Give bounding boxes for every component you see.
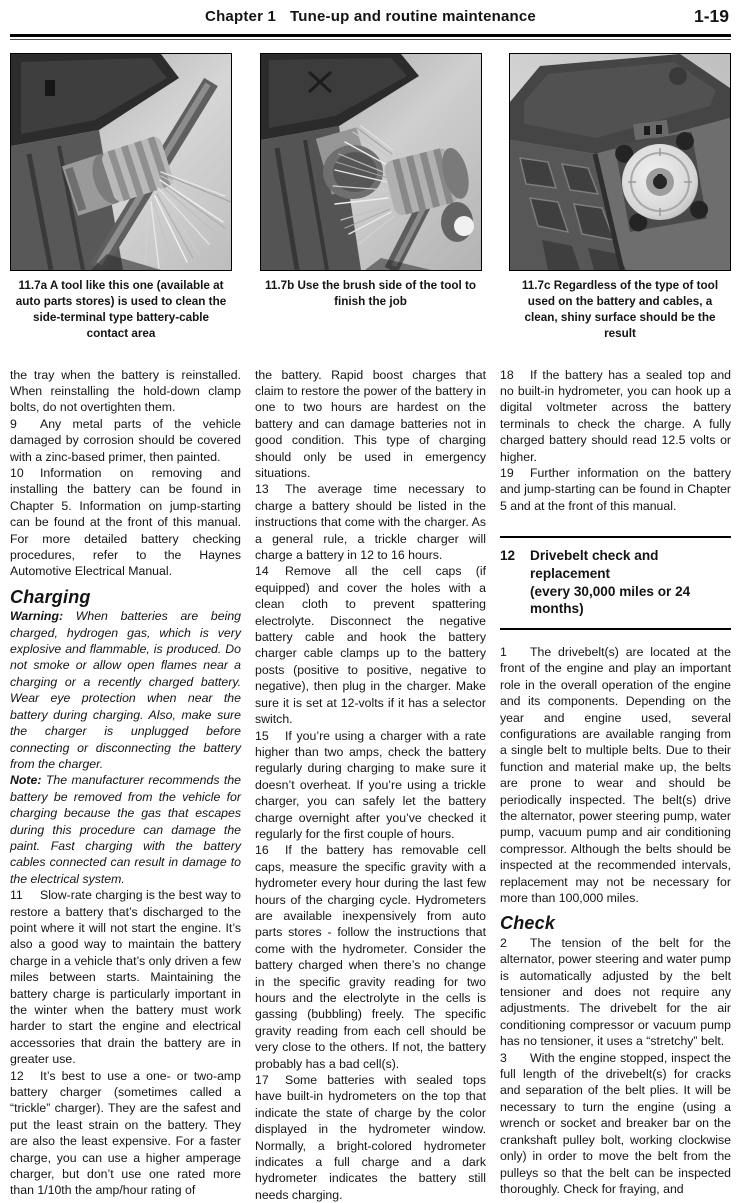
- figure-row: [10, 53, 731, 343]
- paragraph-continuation: the battery. Rapid boost charges that claim to restore the power of the battery in one to two hours are hardest on the battery and can damage batteries not in good condition. This type of charging should only be used in emergency situations.: [255, 367, 486, 480]
- paragraph-step-19: 19 Further information on the battery and jump-starting can be found in Chapter 5 and at the front of this manual.: [500, 466, 731, 513]
- step-number: 9: [10, 416, 17, 431]
- paragraph-warning: Warning: When batteries are being charged, hydrogen gas, which is very explosive and flammable, is produced. Do not smoke or allow open flames near a charging or a recently charged battery. Wear eye protection when near the battery during charging. Also, make sure the charger is unplugged before connecting or disconnecting the battery from the charger.: [10, 609, 241, 771]
- paragraph-step-18: 18 If the battery has a sealed top and no built-in hydrometer, you can hook up a digital voltmeter across the battery terminals to check the charge. A fully charged battery should read 12.5 volts or higher.: [500, 367, 731, 464]
- paragraph-continuation: the tray when the battery is reinstalled. When reinstalling the hold-down clamp bolts, do not overtighten them.: [10, 367, 241, 415]
- step-number: 18: [500, 367, 514, 382]
- figure-11-7a: [10, 53, 232, 343]
- step-number: 11: [10, 888, 23, 903]
- chapter-title: Tune-up and routine maintenance: [290, 8, 536, 25]
- body-columns: [10, 367, 731, 1203]
- paragraph-step-1: 1 The drivebelt(s) are located at the front of the engine and play an important role in the overall operation of the engine and its components. Depending on the year and engine used, several configurations are available ranging from a single belt to multiple belts. Due to their function and material make up, the belts are prone to wear and should be periodically inspected. The belt(s) drive the alternator, power steering pump, water pump, vacuum pump and air conditioning compressor. Although the belts should be inspected at the recommended intervals, replacement may not be necessary for more than 100,000 miles.: [500, 644, 731, 905]
- page-header: [10, 8, 731, 30]
- paragraph-note: Note: The manufacturer recommends the battery be removed from the vehicle for charging because the gas that escapes during this procedure can damage the paint. Fast charging with the battery cables connected can result in damage to the electrical system.: [10, 773, 242, 886]
- chapter-heading: [10, 8, 731, 25]
- step-number: 10: [10, 466, 24, 480]
- text-column-3: [500, 367, 731, 1203]
- step-number: 12: [10, 1068, 24, 1083]
- section-number: 12: [500, 548, 516, 564]
- paragraph-step-12: 12 It’s best to use a one- or two-amp battery charger (sometimes called a “trickle” charger). They are the safest and put the least strain on the battery. They are also the least expensive. For a faster charge, you can use a higher amperage charger, but don’t use one rated more than 1/10th the amp/hour rating of: [10, 1068, 241, 1198]
- step-number: 19: [500, 466, 514, 480]
- text-column-2: [255, 367, 486, 1203]
- paragraph-step-16: 16 If the battery has removable cell caps, measure the specific gravity with a hydrometer every hour during the last few hours of the charging cycle. Hydrometers are available inexpensively from auto parts stores - follow the instructions that come with the hydrometer. Consider the battery charged when there’s no change in the specific gravity reading for two hours and the electrolyte in the cells is gassing (bubbling) freely. The specific gravity reading from each cell should be very close to the others. If not, the battery probably has a bad cell(s).: [255, 843, 486, 1071]
- paragraph-step-15: 15 If you’re using a charger with a rate higher than two amps, check the battery regularly during charging to make sure it doesn’t overheat. If you’re using a trickle charger, you can safely let the battery charge overnight after you’ve checked it regularly for the first couple of hours.: [255, 728, 486, 841]
- page-number: 1-19: [693, 6, 729, 26]
- brush-side-of-tool-photo: [260, 53, 482, 271]
- side-terminal-cleaning-tool-photo: [10, 53, 232, 271]
- step-number: 2: [500, 935, 507, 950]
- paragraph-step-9: 9 Any metal parts of the vehicle damaged by corrosion should be covered with a zinc-based primer, then painted.: [10, 416, 241, 464]
- paragraph-step-3: 3 With the engine stopped, inspect the full length of the drivebelt(s) for cracks and separation of the belt plies. It will be necessary to turn the engine (using a wrench or socket and breaker bar on the crankshaft pulley bolt, working clockwise only) in order to move the belt from the pulleys so that the belt can be inspected thoroughly. Check for fraying, and: [500, 1050, 731, 1196]
- chapter-number: Chapter 1: [205, 8, 277, 25]
- paragraph-step-13: 13 The average time necessary to charge a battery should be listed in the instructions that come with the charger. As a general rule, a trickle charger will charge a battery in 12 to 16 hours.: [255, 482, 486, 563]
- step-number: 13: [255, 482, 269, 497]
- clean-shiny-terminal-photo: [509, 53, 731, 271]
- section-12-heading: [500, 536, 731, 630]
- note-label: Note:: [10, 773, 42, 788]
- paragraph-step-10: 10 Information on removing and installing the battery can be found in Chapter 5. Information on jump-starting can be found at the front of this manual. For more detailed battery checking procedures, refer to the Haynes Automotive Electrical Manual.: [10, 466, 241, 579]
- step-number: 3: [500, 1050, 507, 1065]
- paragraph-step-2: 2 The tension of the belt for the alternator, power steering and water pump is automatically adjusted by the belt tensioner and does not require any adjustments. The drivebelt for the air conditioning compressor or vacuum pump has no tensioner, it uses a “stretchy” belt.: [500, 935, 731, 1049]
- paragraph-step-11: 11 Slow-rate charging is the best way to restore a battery that’s discharged to the point where it will not start the engine. It’s also a good way to maintain the battery charge in a vehicle that’s only driven a few miles between starts. Maintaining the battery charge is particularly important in the winter when the battery must work harder to start the engine and electrical accessories that drain the battery are in greater use.: [10, 888, 241, 1067]
- section-title: Drivebelt check and replacement (every 30,000 miles or 24 months): [530, 548, 691, 617]
- step-number: 1: [500, 644, 507, 659]
- paragraph-step-14: 14 Remove all the cell caps (if equipped) and cover the holes with a clean cloth to prevent spattering electrolyte. Disconnect the negative battery cable and hook the battery charger cable clamps up to the battery posts (positive to positive, negative to negative), then plug in the charger. Make sure it is set at 12-volts if it has a selector switch.: [255, 564, 486, 727]
- step-number: 16: [255, 843, 269, 858]
- warning-label: Warning:: [10, 609, 64, 624]
- step-number: 15: [255, 728, 269, 743]
- text-column-1: [10, 367, 241, 1203]
- paragraph-step-17: 17 Some batteries with sealed tops have built-in hydrometers on the top that indicate the state of charge by the color displayed in the hydrometer window. Normally, a bright-colored hydrometer indicates a full charge and a dark hydrometer indicates the battery still needs charging.: [255, 1073, 486, 1202]
- step-number: 14: [255, 564, 269, 579]
- figure-caption: 11.7a A tool like this one (available at auto parts stores) is used to clean the side-terminal type battery-cable contact area: [15, 279, 227, 341]
- charging-heading: Charging: [10, 586, 91, 607]
- figure-caption: 11.7c Regardless of the type of tool used on the battery and cables, a clean, shiny surface should be the result: [521, 279, 719, 341]
- check-heading: Check: [500, 913, 556, 934]
- header-divider: [10, 34, 731, 40]
- figure-11-7b: [260, 53, 482, 343]
- figure-caption: 11.7b Use the brush side of the tool to finish the job: [264, 279, 477, 309]
- figure-11-7c: [509, 53, 731, 343]
- step-number: 17: [255, 1073, 269, 1088]
